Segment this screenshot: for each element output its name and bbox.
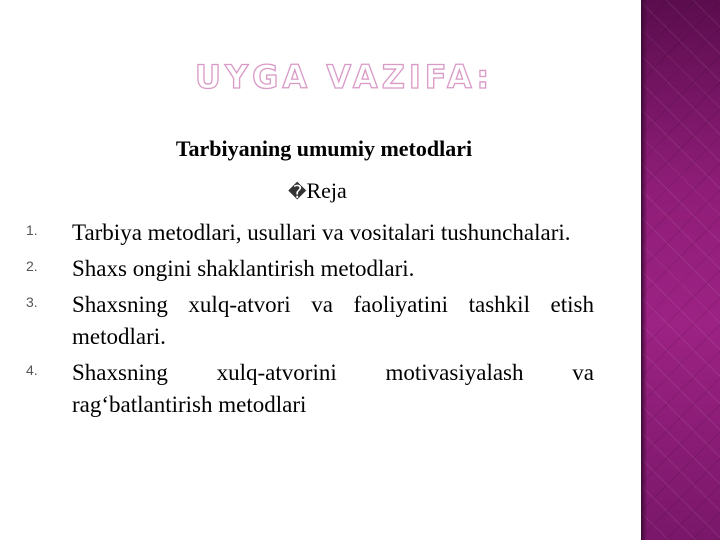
decorative-side-band xyxy=(641,0,720,540)
list-item-number: 4. xyxy=(26,362,38,378)
list-item-number: 2. xyxy=(26,258,38,274)
plan-label xyxy=(288,178,347,204)
list-item-text: Tarbiya metodlari, usullari va vositalari tushunchalari. xyxy=(72,220,571,245)
list-item-text: Shaxs ongini shaklantirish metodlari. xyxy=(72,256,415,281)
list-item-text: Shaxsning xulq-atvori va faoliyatini tashkil etish metodlari. xyxy=(72,292,594,349)
plan-list xyxy=(26,217,594,425)
list-item-number: 1. xyxy=(26,222,38,238)
list-item xyxy=(26,217,594,249)
list-item xyxy=(26,357,594,421)
missing-glyph-icon: � xyxy=(288,182,307,203)
slide-title: UYGA VAZIFA: xyxy=(195,58,494,96)
list-item-number: 3. xyxy=(26,294,38,310)
list-item-text: Shaxsning xulq-atvorini motivasiyalash va rag‘batlantirish metodlari xyxy=(72,360,594,417)
list-item xyxy=(26,289,594,353)
list-item xyxy=(26,253,594,285)
plan-label-text: Reja xyxy=(306,178,347,203)
topic-heading: Tarbiyaning umumiy metodlari xyxy=(175,136,473,161)
